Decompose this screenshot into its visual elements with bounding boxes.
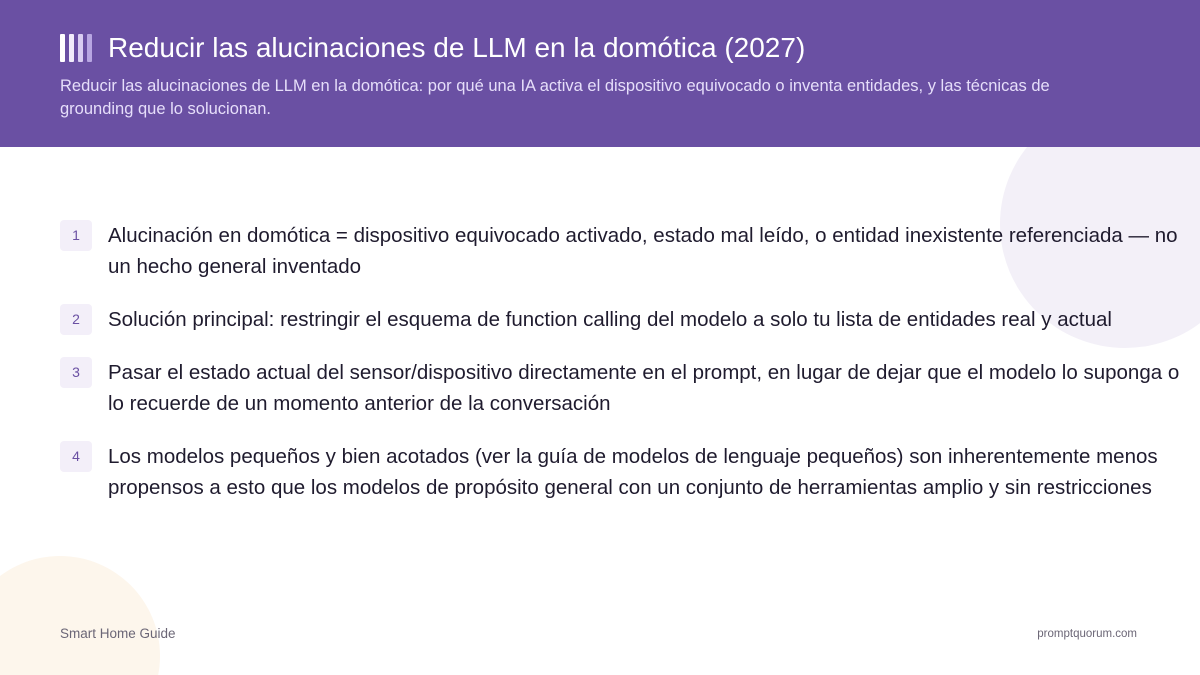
decorative-circle-left bbox=[0, 556, 160, 675]
list-item bbox=[60, 220, 1185, 282]
logo-bars-icon bbox=[60, 34, 94, 62]
footer-brand: Smart Home Guide bbox=[60, 626, 176, 641]
list-item bbox=[60, 304, 1185, 335]
item-number-badge: 3 bbox=[60, 357, 92, 388]
item-number-badge: 1 bbox=[60, 220, 92, 251]
list-item bbox=[60, 441, 1185, 503]
item-number-badge: 2 bbox=[60, 304, 92, 335]
item-text: Los modelos pequeños y bien acotados (ver la guía de modelos de lenguaje pequeños) son inherentemente menos propensos a esto que los modelos de propósito general con un conjunto de herramientas amplio y sin restricciones bbox=[108, 445, 1158, 499]
footer-site-link[interactable]: promptquorum.com bbox=[1037, 628, 1137, 640]
page-subtitle: Reducir las alucinaciones de LLM en la domótica: por qué una IA activa el dispositivo equivocado o inventa entidades, y las técnicas de grounding que lo solucionan. bbox=[60, 77, 1050, 118]
header-banner bbox=[0, 0, 1200, 147]
item-number-badge: 4 bbox=[60, 441, 92, 472]
page-title: Reducir las alucinaciones de LLM en la domótica (2027) bbox=[108, 32, 806, 63]
list-item bbox=[60, 357, 1185, 419]
item-text: Alucinación en domótica = dispositivo equivocado activado, estado mal leído, o entidad inexistente referenciada — no un hecho general inventado bbox=[108, 224, 1178, 278]
key-points-list bbox=[60, 220, 1185, 525]
item-text: Solución principal: restringir el esquema de function calling del modelo a solo tu lista de entidades real y actual bbox=[108, 308, 1112, 331]
item-text: Pasar el estado actual del sensor/dispositivo directamente en el prompt, en lugar de dejar que el modelo lo suponga o lo recuerde de un momento anterior de la conversación bbox=[108, 361, 1180, 415]
